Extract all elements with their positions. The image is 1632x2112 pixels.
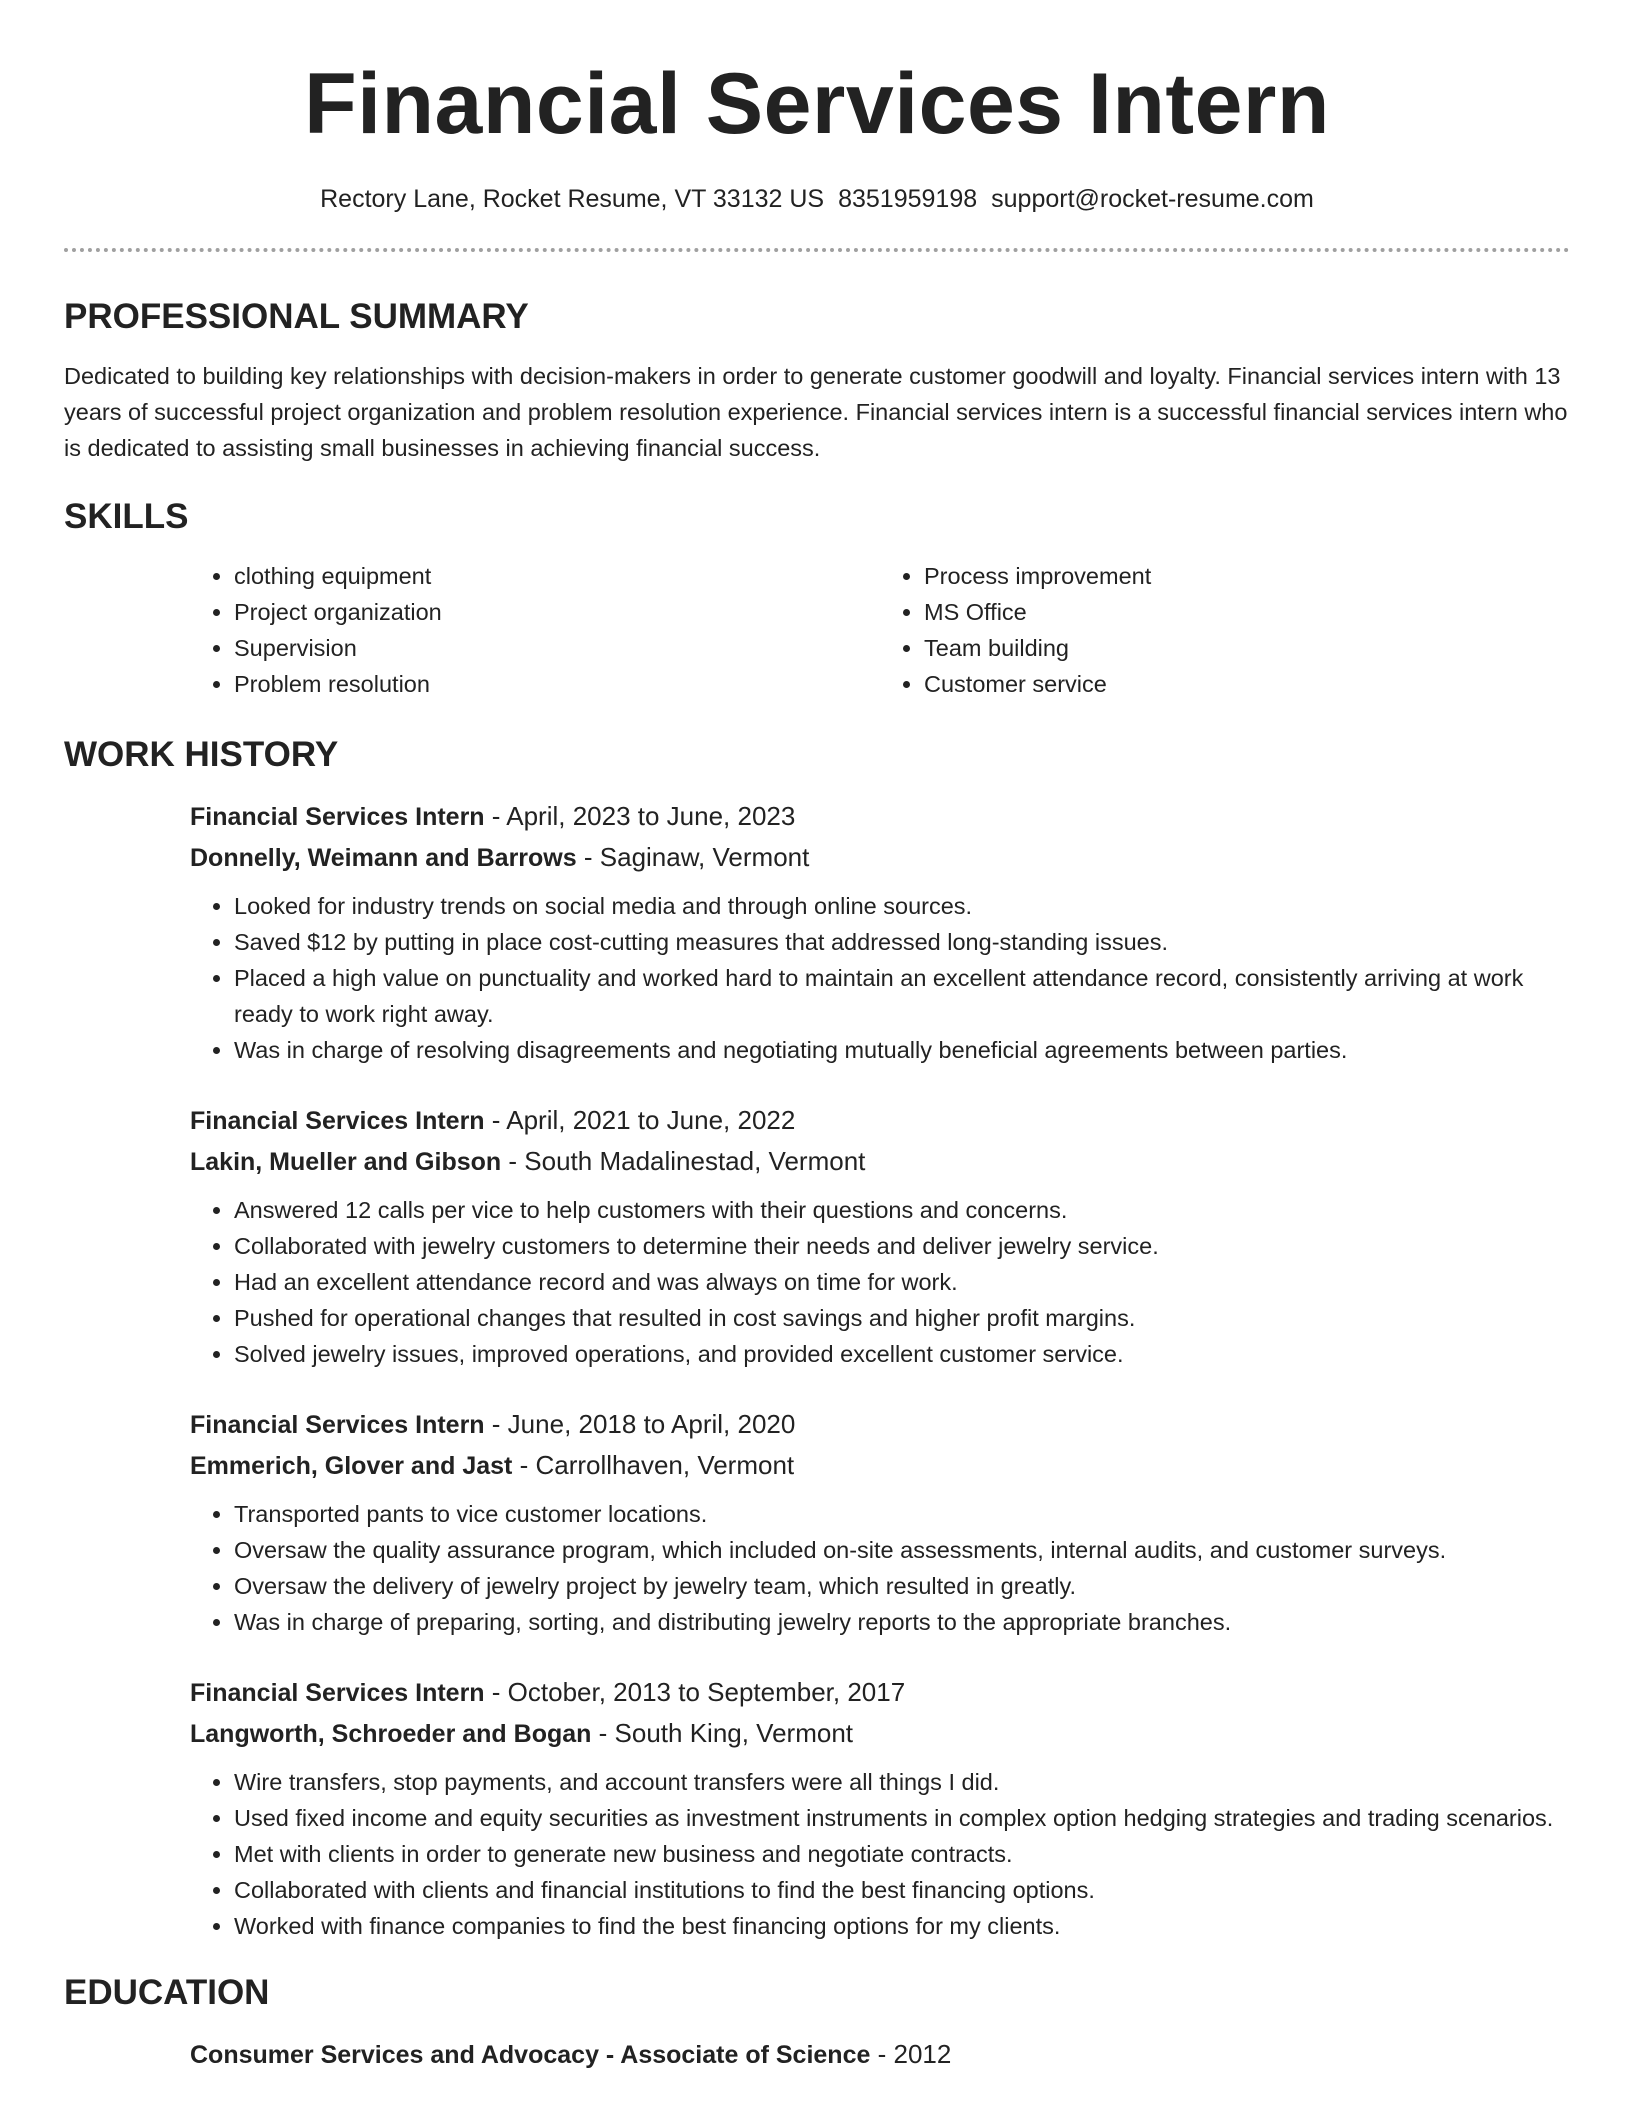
job-entry: [190, 1672, 1570, 1944]
job-location: - South King, Vermont: [591, 1718, 854, 1748]
skill-item: • Project organization: [234, 594, 880, 630]
job-bullet: • Collaborated with jewelry customers to determine their needs and deliver jewelry service.: [234, 1228, 1570, 1264]
contact-email: support@rocket-resume.com: [991, 185, 1314, 213]
job-bullet: • Solved jewelry issues, improved operations, and provided excellent customer service.: [234, 1336, 1570, 1372]
job-bullets: [190, 1192, 1570, 1372]
skill-item: • Problem resolution: [234, 666, 880, 702]
job-company-line: [190, 837, 1570, 878]
job-dates: - October, 2013 to September, 2017: [484, 1677, 906, 1707]
job-bullet: • Collaborated with clients and financial institutions to find the best financing options.: [234, 1872, 1570, 1908]
job-location: - Saginaw, Vermont: [576, 842, 810, 872]
skills-list: [190, 558, 1570, 702]
job-entry: [190, 1100, 1570, 1372]
job-bullet: • Was in charge of preparing, sorting, and distributing jewelry reports to the appropriate branches.: [234, 1604, 1570, 1640]
skill-item: • Process improvement: [924, 558, 1570, 594]
resume-page: [64, 0, 1570, 2075]
job-dates: - April, 2023 to June, 2023: [484, 801, 796, 831]
contact-line: [64, 182, 1570, 216]
header-divider: [64, 248, 1570, 252]
job-bullet: • Looked for industry trends on social media and through online sources.: [234, 888, 1570, 924]
job-bullet: • Oversaw the delivery of jewelry project by jewelry team, which resulted in greatly.: [234, 1568, 1570, 1604]
job-company-line: [190, 1141, 1570, 1182]
job-dates: - April, 2021 to June, 2022: [484, 1105, 796, 1135]
job-entry: [190, 796, 1570, 1068]
job-bullet: • Transported pants to vice customer locations.: [234, 1496, 1570, 1532]
job-bullet: • Was in charge of resolving disagreements and negotiating mutually beneficial agreements between parties.: [234, 1032, 1570, 1068]
summary-heading: PROFESSIONAL SUMMARY: [64, 297, 529, 336]
job-company: Lakin, Mueller and Gibson: [190, 1148, 502, 1176]
job-title-line: [190, 1672, 1570, 1713]
education-heading: EDUCATION: [64, 1973, 270, 2012]
job-title-line: [190, 1100, 1570, 1141]
job-location: - South Madalinestad, Vermont: [501, 1146, 866, 1176]
job-title-line: [190, 1404, 1570, 1445]
job-location: - Carrollhaven, Vermont: [512, 1450, 795, 1480]
job-role: Financial Services Intern: [190, 1679, 485, 1707]
skills-column-right: [880, 558, 1570, 702]
job-bullets: [190, 888, 1570, 1068]
job-bullet: • Oversaw the quality assurance program, which included on-site assessments, internal audits, and customer surveys.: [234, 1532, 1570, 1568]
job-bullet: • Met with clients in order to generate new business and negotiate contracts.: [234, 1836, 1570, 1872]
job-bullet: • Answered 12 calls per vice to help customers with their questions and concerns.: [234, 1192, 1570, 1228]
education-degree: - Associate of Science: [598, 2041, 871, 2069]
job-bullet: • Pushed for operational changes that resulted in cost savings and higher profit margins.: [234, 1300, 1570, 1336]
job-bullet: • Used fixed income and equity securities as investment instruments in complex option hedging strategies and trading scenarios.: [234, 1800, 1570, 1836]
job-bullet: • Saved $12 by putting in place cost-cutting measures that addressed long-standing issues.: [234, 924, 1570, 960]
skills-column-left: [190, 558, 880, 702]
job-bullet: • Had an excellent attendance record and was always on time for work.: [234, 1264, 1570, 1300]
contact-phone: 8351959198: [838, 185, 978, 213]
job-bullet: • Placed a high value on punctuality and worked hard to maintain an excellent attendance record, consistently arriving at work ready to work right away.: [234, 960, 1570, 1032]
job-title-line: [190, 796, 1570, 837]
job-company-line: [190, 1445, 1570, 1486]
job-bullets: [190, 1496, 1570, 1640]
job-bullets: [190, 1764, 1570, 1944]
skill-item: • Supervision: [234, 630, 880, 666]
job-company: Donnelly, Weimann and Barrows: [190, 844, 577, 872]
job-company-line: [190, 1713, 1570, 1754]
summary-text: Dedicated to building key relationships with decision-makers in order to generate customer goodwill and loyalty. Financial services intern with 13 years of successful project organization and problem resolution experience. Financial services intern is a successful financial services intern who is dedicated to assisting small businesses in achieving financial success.: [64, 363, 1568, 461]
job-entry: [190, 1404, 1570, 1640]
job-bullet: • Worked with finance companies to find the best financing options for my clients.: [234, 1908, 1570, 1944]
skill-item: • MS Office: [924, 594, 1570, 630]
skill-item: • Customer service: [924, 666, 1570, 702]
job-dates: - June, 2018 to April, 2020: [484, 1409, 796, 1439]
job-role: Financial Services Intern: [190, 803, 485, 831]
job-bullet: • Wire transfers, stop payments, and account transfers were all things I did.: [234, 1764, 1570, 1800]
education-year: - 2012: [870, 2039, 952, 2069]
job-company: Emmerich, Glover and Jast: [190, 1452, 513, 1480]
skill-item: • Team building: [924, 630, 1570, 666]
education-entry: [190, 2034, 1570, 2075]
work-history-heading: WORK HISTORY: [64, 735, 339, 774]
skill-item: • clothing equipment: [234, 558, 880, 594]
skills-heading: SKILLS: [64, 497, 189, 536]
job-role: Financial Services Intern: [190, 1107, 485, 1135]
education-program: Consumer Services and Advocacy: [190, 2041, 599, 2069]
resume-name: Financial Services Intern: [304, 56, 1330, 152]
job-company: Langworth, Schroeder and Bogan: [190, 1720, 592, 1748]
job-role: Financial Services Intern: [190, 1411, 485, 1439]
contact-address: Rectory Lane, Rocket Resume, VT 33132 US: [320, 185, 825, 213]
